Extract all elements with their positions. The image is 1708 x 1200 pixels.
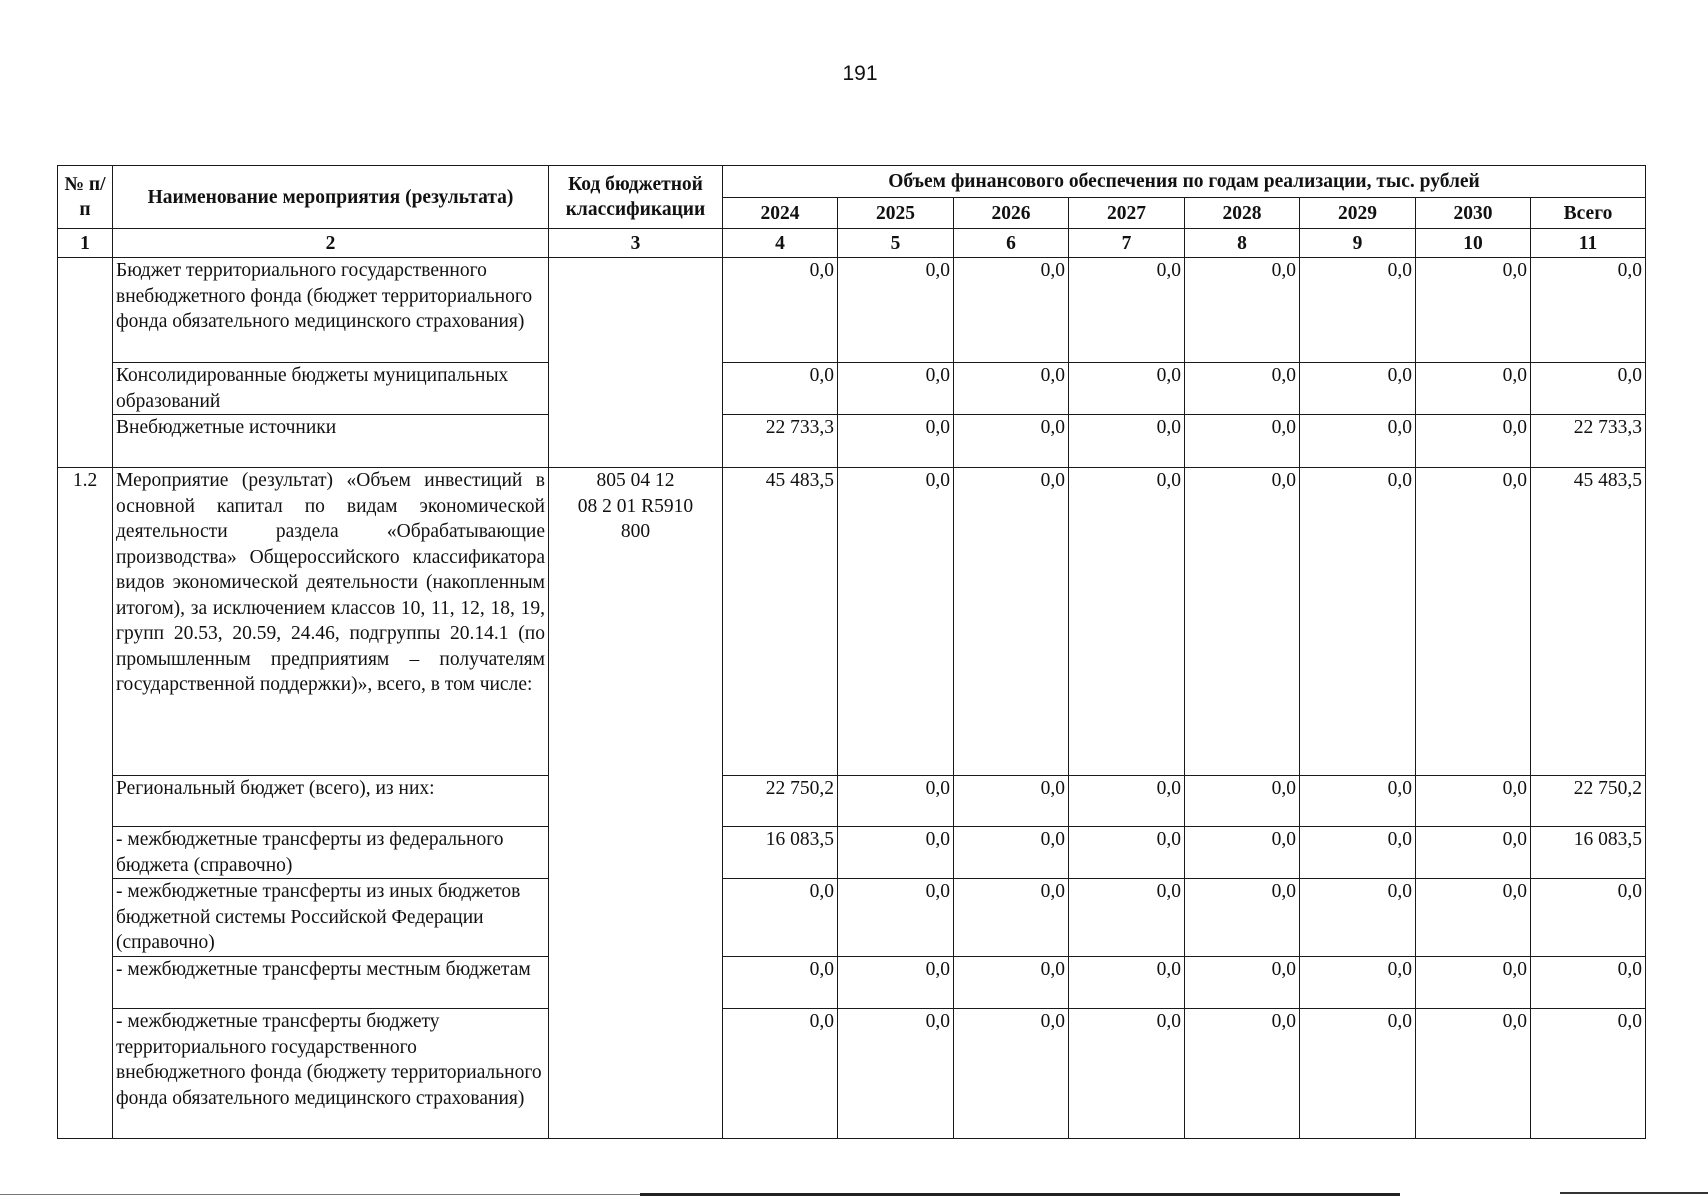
value-cell: 0,0	[1185, 468, 1300, 776]
column-number: 1	[58, 229, 113, 258]
value-cell: 0,0	[838, 827, 954, 879]
row-name: - межбюджетные трансферты местным бюджетам	[113, 957, 549, 1009]
value-cell: 22 733,3	[1531, 415, 1646, 468]
value-cell: 0,0	[1531, 363, 1646, 415]
value-cell: 0,0	[1069, 415, 1185, 468]
row-index: 1.2	[58, 468, 113, 1139]
value-cell: 0,0	[1069, 468, 1185, 776]
value-cell: 0,0	[1416, 827, 1531, 879]
table-row	[58, 957, 1646, 1009]
value-cell: 0,0	[1300, 468, 1416, 776]
header-name: Наименование мероприятия (результата)	[113, 166, 549, 229]
table-row	[58, 258, 1646, 363]
header-index: № п/п	[58, 166, 113, 229]
header-year: 2027	[1069, 198, 1185, 229]
table-row	[58, 827, 1646, 879]
header-code: Код бюджетной классификации	[549, 166, 723, 229]
value-cell: 0,0	[1185, 363, 1300, 415]
value-cell: 0,0	[1416, 468, 1531, 776]
value-cell: 0,0	[723, 879, 838, 957]
value-cell: 0,0	[1185, 957, 1300, 1009]
budget-table	[57, 165, 1646, 1139]
column-number: 3	[549, 229, 723, 258]
row-name: - межбюджетные трансферты бюджету территориального государственного внебюджетного фонда (бюджету территориального фонда обязательного медицинского страхования)	[113, 1009, 549, 1139]
value-cell: 22 750,2	[1531, 776, 1646, 827]
row-name: Внебюджетные источники	[113, 415, 549, 468]
column-number: 10	[1416, 229, 1531, 258]
value-cell: 0,0	[954, 1009, 1069, 1139]
scan-edge-line	[640, 1193, 1400, 1196]
value-cell: 0,0	[1185, 827, 1300, 879]
value-cell: 0,0	[838, 1009, 954, 1139]
row-name: Консолидированные бюджеты муниципальных образований	[113, 363, 549, 415]
header-year: 2029	[1300, 198, 1416, 229]
value-cell: 45 483,5	[723, 468, 838, 776]
value-cell: 0,0	[1185, 1009, 1300, 1139]
row-name: Мероприятие (результат) «Объем инвестиций в основной капитал по видам экономической деятельности раздела «Обрабатывающие производства» Общероссийского классификатора видов экономической деятельности (накопленным итогом), за исключением классов 10, 11, 12, 18, 19, групп 20.53, 20.59, 24.46, подгруппы 20.14.1 (по промышленным предприятиям – получателям государственной поддержки)», всего, в том числе:	[113, 468, 549, 776]
value-cell: 0,0	[838, 879, 954, 957]
value-cell: 0,0	[1300, 879, 1416, 957]
table-row	[58, 415, 1646, 468]
value-cell: 0,0	[1300, 363, 1416, 415]
value-cell: 0,0	[723, 1009, 838, 1139]
value-cell: 0,0	[1531, 879, 1646, 957]
table-row	[58, 468, 1646, 776]
value-cell: 45 483,5	[1531, 468, 1646, 776]
value-cell: 0,0	[954, 363, 1069, 415]
value-cell: 16 083,5	[1531, 827, 1646, 879]
table-row	[58, 1009, 1646, 1139]
column-number: 5	[838, 229, 954, 258]
value-cell: 22 750,2	[723, 776, 838, 827]
value-cell: 0,0	[1185, 415, 1300, 468]
scan-edge-line	[0, 1194, 640, 1195]
header-year: 2030	[1416, 198, 1531, 229]
value-cell: 0,0	[1416, 879, 1531, 957]
value-cell: 0,0	[1300, 776, 1416, 827]
value-cell: 0,0	[1069, 827, 1185, 879]
value-cell: 0,0	[954, 468, 1069, 776]
value-cell: 0,0	[723, 957, 838, 1009]
value-cell: 0,0	[1531, 957, 1646, 1009]
table-row	[58, 776, 1646, 827]
value-cell: 0,0	[1300, 827, 1416, 879]
header-year: 2024	[723, 198, 838, 229]
value-cell: 0,0	[1185, 258, 1300, 363]
value-cell: 0,0	[954, 258, 1069, 363]
page-number: 191	[842, 62, 878, 85]
column-number: 7	[1069, 229, 1185, 258]
value-cell: 0,0	[1416, 415, 1531, 468]
value-cell: 0,0	[1300, 1009, 1416, 1139]
value-cell: 0,0	[1069, 258, 1185, 363]
value-cell: 0,0	[1069, 879, 1185, 957]
value-cell: 0,0	[1416, 1009, 1531, 1139]
value-cell: 0,0	[1069, 363, 1185, 415]
value-cell: 0,0	[1300, 415, 1416, 468]
header-year: 2028	[1185, 198, 1300, 229]
value-cell: 0,0	[1185, 879, 1300, 957]
value-cell: 0,0	[1416, 776, 1531, 827]
value-cell: 0,0	[838, 415, 954, 468]
value-cell: 0,0	[838, 957, 954, 1009]
row-name: Бюджет территориального государственного внебюджетного фонда (бюджет территориального фонда обязательного медицинского страхования)	[113, 258, 549, 363]
column-number: 6	[954, 229, 1069, 258]
column-number: 8	[1185, 229, 1300, 258]
header-total: Всего	[1531, 198, 1646, 229]
row-name: - межбюджетные трансферты из федерального бюджета (справочно)	[113, 827, 549, 879]
budget-code	[549, 468, 723, 1139]
header-column-numbers	[58, 229, 1646, 258]
budget-code-text: 805 04 12 08 2 01 R5910 800	[577, 470, 694, 542]
value-cell: 0,0	[1069, 957, 1185, 1009]
value-cell: 0,0	[838, 363, 954, 415]
header-year: 2026	[954, 198, 1069, 229]
value-cell: 0,0	[838, 776, 954, 827]
value-cell: 0,0	[723, 258, 838, 363]
value-cell: 16 083,5	[723, 827, 838, 879]
value-cell: 0,0	[954, 776, 1069, 827]
value-cell: 0,0	[1416, 957, 1531, 1009]
value-cell: 0,0	[1185, 776, 1300, 827]
row-name: - межбюджетные трансферты из иных бюджетов бюджетной системы Российской Федерации (справочно)	[113, 879, 549, 957]
value-cell: 0,0	[954, 879, 1069, 957]
value-cell: 0,0	[1416, 258, 1531, 363]
value-cell: 0,0	[954, 415, 1069, 468]
scan-edge-line	[1560, 1192, 1708, 1194]
value-cell: 22 733,3	[723, 415, 838, 468]
value-cell: 0,0	[1531, 1009, 1646, 1139]
value-cell: 0,0	[954, 827, 1069, 879]
header-row-1	[58, 166, 1646, 198]
row-index-empty	[58, 258, 113, 468]
value-cell: 0,0	[1300, 957, 1416, 1009]
value-cell: 0,0	[954, 957, 1069, 1009]
value-cell: 0,0	[1300, 258, 1416, 363]
header-year: 2025	[838, 198, 954, 229]
column-number: 2	[113, 229, 549, 258]
value-cell: 0,0	[1531, 258, 1646, 363]
value-cell: 0,0	[1069, 776, 1185, 827]
value-cell: 0,0	[1069, 1009, 1185, 1139]
column-number: 4	[723, 229, 838, 258]
table-row	[58, 363, 1646, 415]
row-name: Региональный бюджет (всего), из них:	[113, 776, 549, 827]
row-code-empty	[549, 258, 723, 468]
value-cell: 0,0	[723, 363, 838, 415]
column-number: 11	[1531, 229, 1646, 258]
column-number: 9	[1300, 229, 1416, 258]
value-cell: 0,0	[838, 468, 954, 776]
header-volume: Объем финансового обеспечения по годам реализации, тыс. рублей	[723, 166, 1646, 198]
value-cell: 0,0	[1416, 363, 1531, 415]
table-row	[58, 879, 1646, 957]
value-cell: 0,0	[838, 258, 954, 363]
